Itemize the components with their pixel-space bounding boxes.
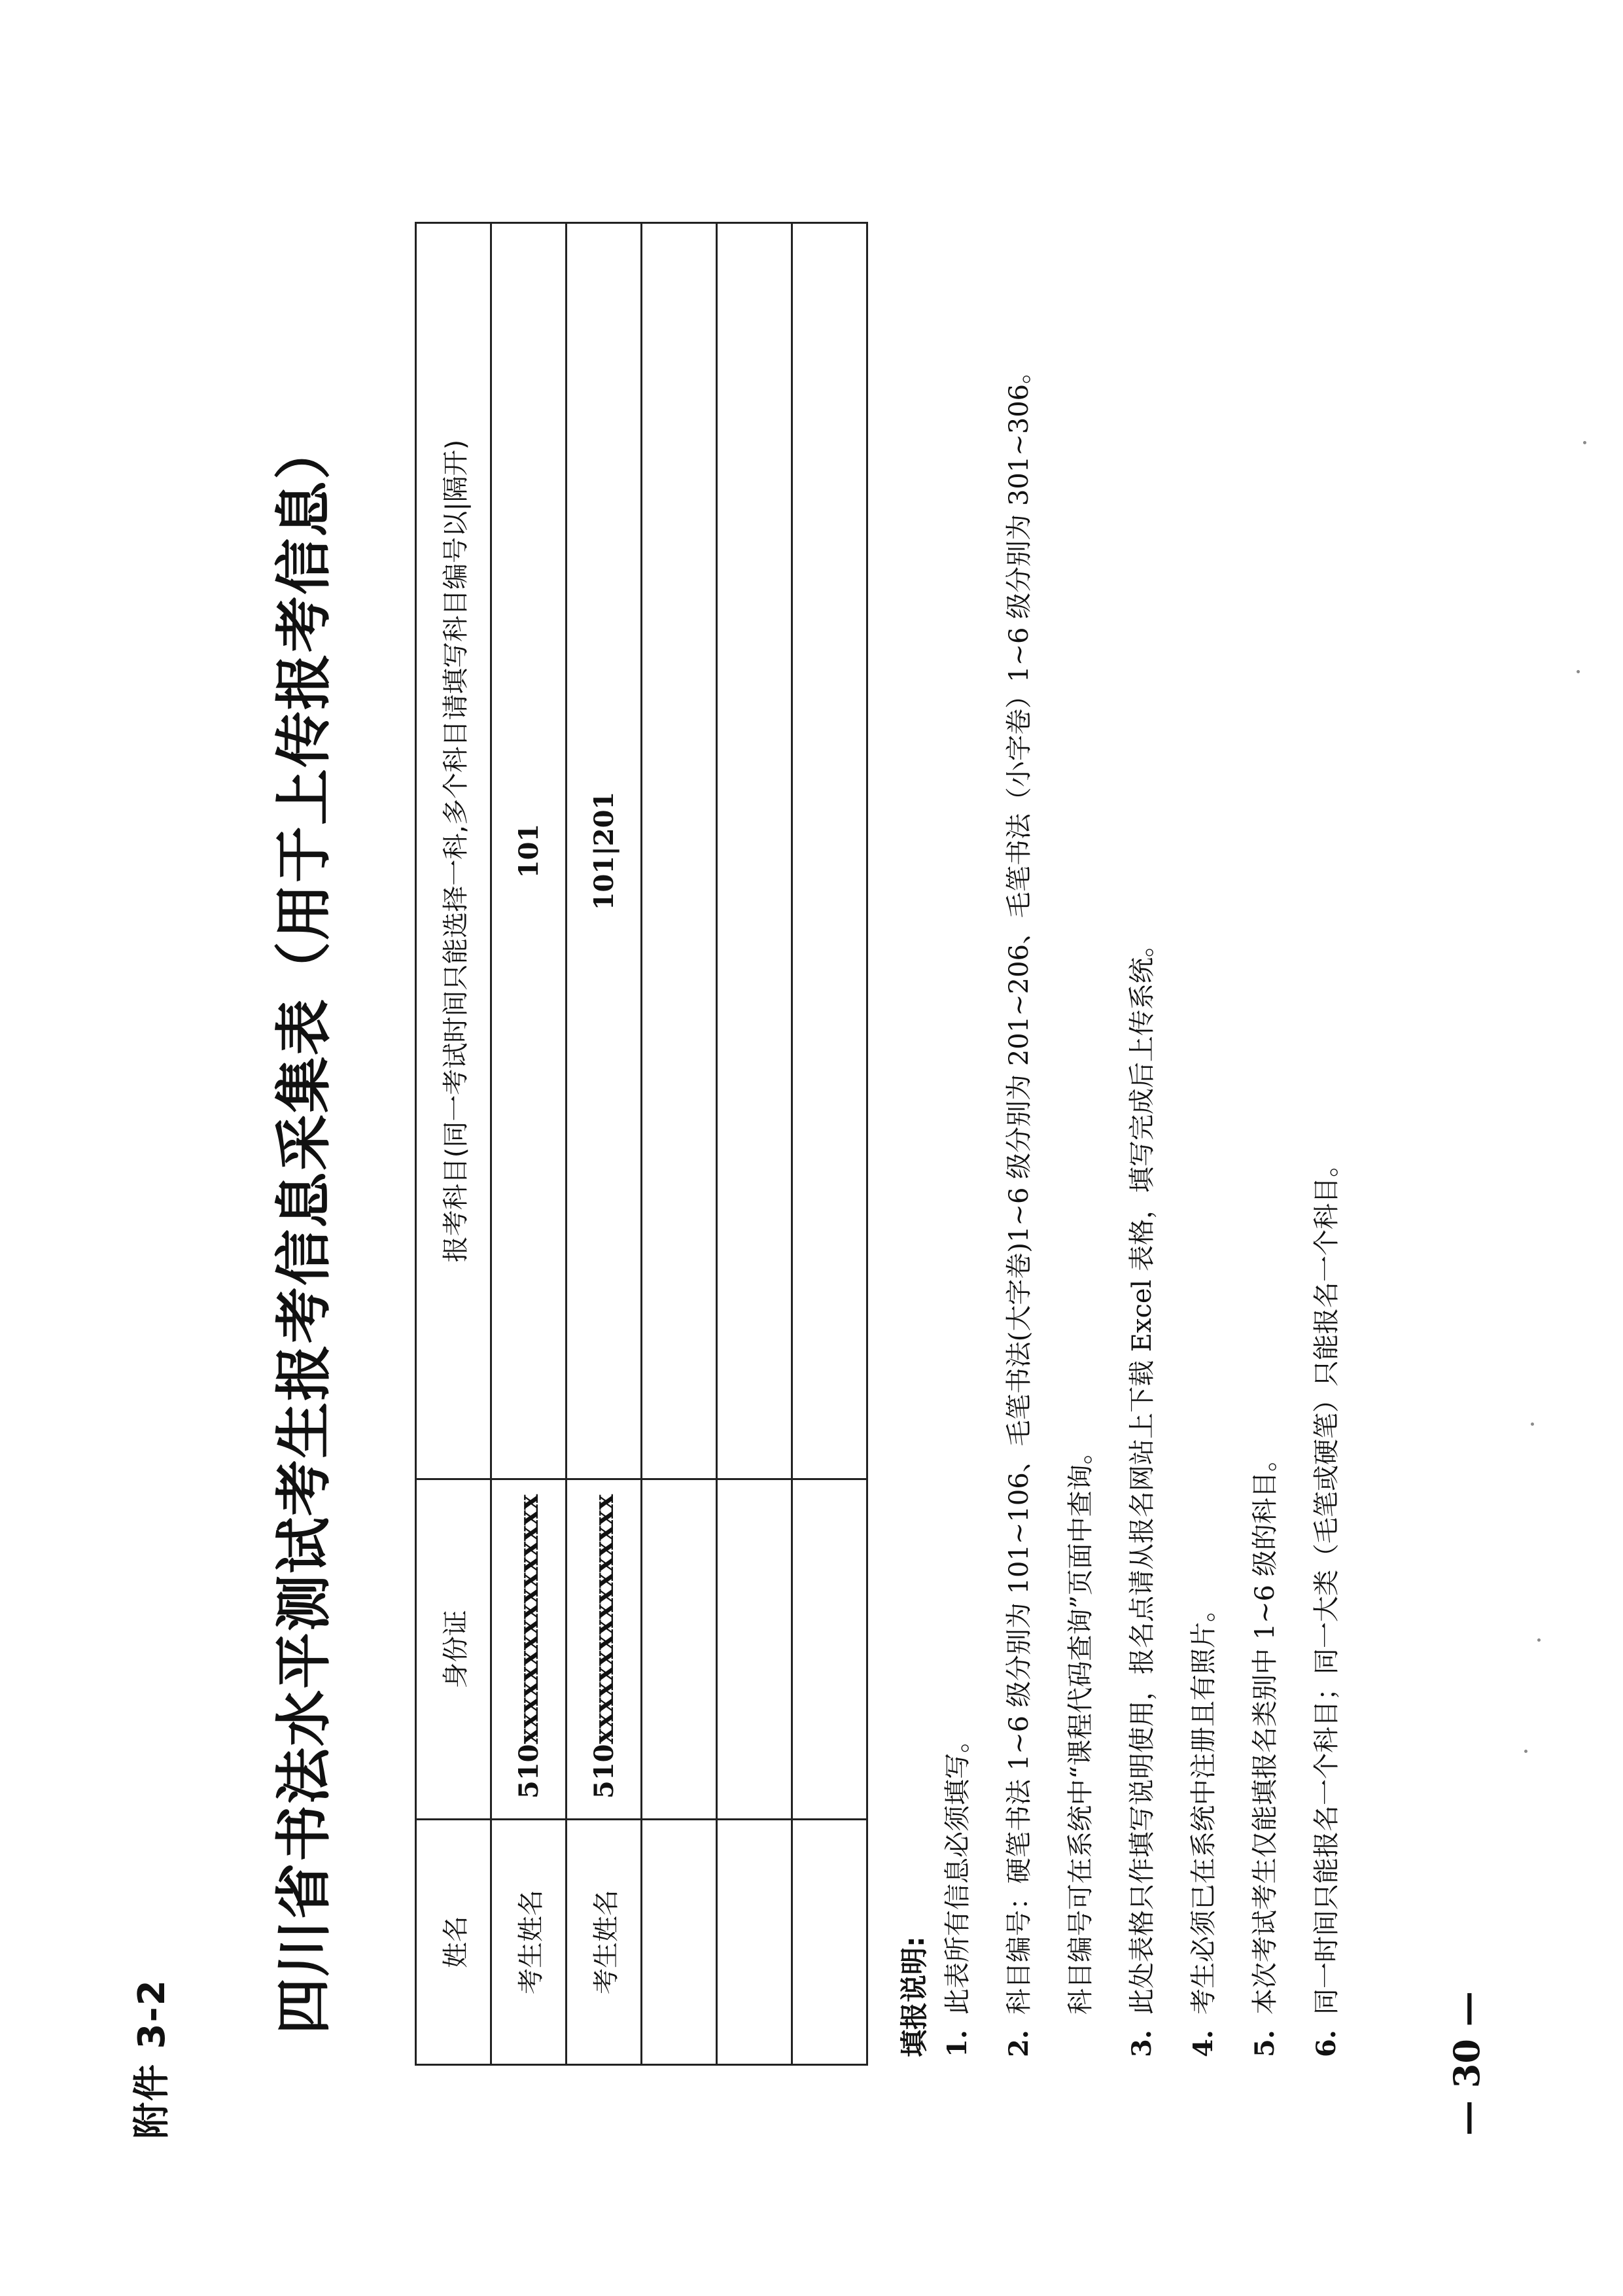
cell-name xyxy=(717,1820,792,2065)
page-number: — 30 — xyxy=(1446,1991,1488,2136)
table-row xyxy=(567,223,642,2065)
table-row xyxy=(717,223,792,2065)
instruction-text: 此表所有信息必须填写。 xyxy=(943,1727,973,2015)
table-row xyxy=(792,223,867,2065)
scan-speck xyxy=(1524,1750,1527,1753)
cell-name xyxy=(792,1820,867,2065)
instruction-text: 考生必须已在系统中注册且有照片。 xyxy=(1189,1596,1219,2015)
scan-speck xyxy=(1583,441,1586,444)
cell-id xyxy=(792,1479,867,1820)
instruction-item xyxy=(1126,94,1159,2057)
scan-speck xyxy=(1537,1638,1541,1642)
cell-name xyxy=(642,1820,717,2065)
header-subjects: 报考科目(同一考试时间只能选择一科,多个科目请填写科目编号以|隔开) xyxy=(416,223,491,1479)
instruction-text: 本次考试考生仅能填报名类别中 1~6 级的科目。 xyxy=(1250,1445,1280,2015)
instruction-item xyxy=(1310,94,1343,2057)
cell-id: 510xxxxxxxxxxxxxxxx xyxy=(491,1479,567,1820)
instructions-title: 填报说明: xyxy=(898,1936,930,2057)
instruction-text-continued: 科目编号可在系统中“课程代码查询”页面中查询。 xyxy=(1066,1438,1096,2015)
instruction-text: 同一时间只能报名一个科目；同一大类（毛笔或硬笔）只能报名一个科目。 xyxy=(1312,1151,1342,2015)
instruction-number: 6. xyxy=(1311,2030,1342,2057)
table-row xyxy=(491,223,567,2065)
form-title: 四川省书法水平测试考生报考信息采集表（用于上传报考信息） xyxy=(271,422,337,2034)
cell-name: 考生姓名 xyxy=(567,1820,642,2065)
instruction-number: 2. xyxy=(1003,2030,1034,2057)
cell-id xyxy=(642,1479,717,1820)
instruction-number: 3. xyxy=(1126,2030,1157,2057)
scan-speck xyxy=(1577,670,1580,673)
cell-subjects: 101 xyxy=(491,223,567,1479)
instruction-item xyxy=(1003,94,1097,2057)
scan-speck xyxy=(1531,1422,1534,1426)
instruction-text: 此处表格只作填写说明使用，报名点请从报名网站上下载 Excel 表格，填写完成后上传系统。 xyxy=(1127,930,1157,2015)
header-name: 姓名 xyxy=(416,1820,491,2065)
instruction-number: 5. xyxy=(1249,2030,1280,2057)
instruction-item xyxy=(1187,94,1220,2057)
cell-subjects xyxy=(642,223,717,1479)
filling-instructions xyxy=(893,94,1372,2057)
cell-id xyxy=(717,1479,792,1820)
instruction-item xyxy=(1249,94,1282,2057)
attachment-label: 附件 3-2 xyxy=(131,1979,173,2139)
cell-subjects xyxy=(717,223,792,1479)
instruction-number: 1. xyxy=(942,2030,973,2057)
instruction-item xyxy=(941,94,974,2057)
cell-subjects: 101|201 xyxy=(567,223,642,1479)
cell-subjects xyxy=(792,223,867,1479)
cell-name: 考生姓名 xyxy=(491,1820,567,2065)
instruction-text: 科目编号：硬笔书法 1~6 级分别为 101~106、毛笔书法(大字卷)1~6 级分别为 201~206、毛笔书法（小字卷）1~6 级分别为 301~306。 xyxy=(1004,357,1034,2015)
header-id: 身份证 xyxy=(416,1479,491,1820)
registration-table xyxy=(415,222,868,2066)
table-row xyxy=(642,223,717,2065)
instruction-number: 4. xyxy=(1188,2030,1219,2057)
cell-id: 510xxxxxxxxxxxxxxxx xyxy=(567,1479,642,1820)
table-header-row xyxy=(416,223,491,2065)
